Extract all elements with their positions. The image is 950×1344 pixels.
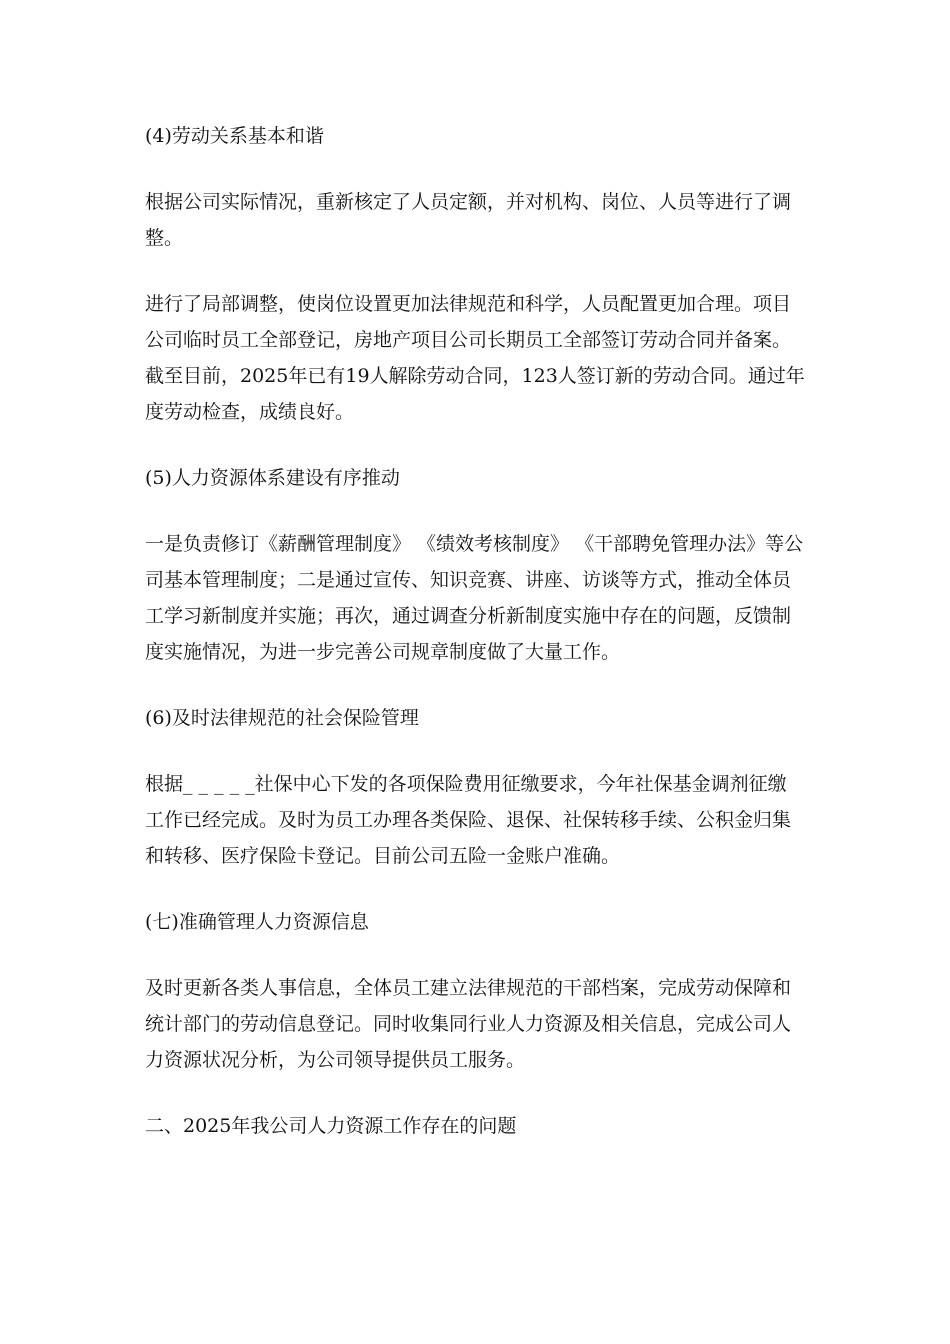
paragraph-social-insurance: 根据_ _ _ _ _社保中心下发的各项保险费用征缴要求，今年社保基金调剂征缴工作已经完成。及时为员工办理各类保险、退保、社保转移手续、公积金归集和转移、医疗保险卡登记。目前公司五险一金账户准确。 xyxy=(145,773,792,867)
document-body xyxy=(145,118,805,1144)
paragraph-adjustment: 进行了局部调整，使岗位设置更加法律规范和科学，人员配置更加合理。项目公司临时员工全部登记，房地产项目公司长期员工全部签订劳动合同并备案。截至目前，2025年已有19人解除劳动合同，123人签订新的劳动合同。通过年度劳动检查，成绩良好。 xyxy=(145,293,805,423)
section-heading-problems: 二、2025年我公司人力资源工作存在的问题 xyxy=(145,1115,517,1137)
paragraph-system-building: 一是负责修订《薪酬管理制度》 《绩效考核制度》 《干部聘免管理办法》等公司基本管理制度；二是通过宣传、知识竞赛、讲座、访谈等方式，推动全体员工学习新制度并实施；再次，通过调查分析新制度实施中存在的问题，反馈制度实施情况，为进一步完善公司规章制度做了大量工作。 xyxy=(145,533,804,663)
section-heading-5: (5)人力资源体系建设有序推动 xyxy=(145,467,400,489)
section-heading-6: (6)及时法律规范的社会保险管理 xyxy=(145,707,419,729)
section-heading-4: (4)劳动关系基本和谐 xyxy=(145,125,324,147)
section-heading-7: (七)准确管理人力资源信息 xyxy=(145,911,369,933)
paragraph-staffing: 根据公司实际情况，重新核定了人员定额，并对机构、岗位、人员等进行了调整。 xyxy=(145,191,792,249)
paragraph-hr-information: 及时更新各类人事信息，全体员工建立法律规范的干部档案，完成劳动保障和统计部门的劳动信息登记。同时收集同行业人力资源及相关信息，完成公司人力资源状况分析，为公司领导提供员工服务。 xyxy=(145,977,792,1071)
